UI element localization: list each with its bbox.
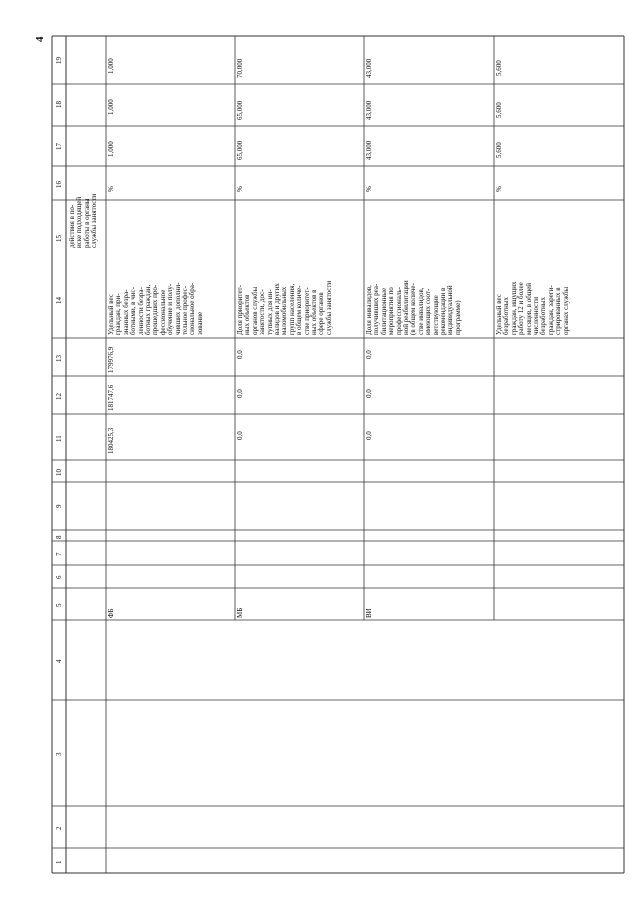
- row4-indicator: Удельный вес безработных граждан, ищущих работу 12 и более месяцев, в общей численности безработных граждан, зареги- стрированных в органах службы: [495, 281, 570, 335]
- row2-col11-value: 0,0: [236, 431, 244, 440]
- header-col-3: 3: [55, 752, 63, 756]
- row4-col17-value: 5,600: [495, 142, 503, 158]
- header-col-18: 18: [55, 101, 63, 108]
- row4-col19-value: 5,600: [495, 60, 503, 76]
- row1-col18-value: 1,000: [107, 99, 115, 115]
- row3-col17-value: 43,000: [365, 140, 373, 160]
- row1-col13-value: 179976,9: [107, 346, 115, 373]
- row3-col16-unit: %: [365, 186, 373, 192]
- row3-source: ВИ: [365, 608, 373, 618]
- row2-source: МБ: [236, 607, 244, 618]
- row1-col17-value: 1,000: [107, 141, 115, 157]
- row2-col17-value: 65,000: [236, 140, 244, 160]
- header-col-15: 15: [55, 235, 63, 242]
- header-col-2: 2: [55, 826, 63, 830]
- header-col-19: 19: [55, 57, 63, 64]
- row2-col18-value: 65,000: [236, 100, 244, 120]
- header-col-17: 17: [55, 143, 63, 150]
- row2-col12-value: 0,0: [236, 389, 244, 398]
- row2-col19-value: 70,000: [236, 58, 244, 78]
- row2-col16-unit: %: [236, 186, 244, 192]
- header-col-11: 11: [55, 435, 63, 442]
- header-col-8: 8: [55, 535, 63, 539]
- row1-col19-value: 1,000: [107, 58, 115, 74]
- row3-col12-value: 0,0: [365, 389, 373, 398]
- header-col-14: 14: [55, 297, 63, 304]
- header-col-4: 4: [55, 659, 63, 663]
- row3-col13-value: 0,0: [365, 350, 373, 359]
- row2-indicator: Доля приоритет- ных объектов органов службы занятости, дос- тупных для ин- валидов и других маломобильных групп населения, в общем количе- стве приоритет- ных объектов в сфере органов службы занятости: [236, 280, 333, 335]
- header-col-13: 13: [55, 355, 63, 362]
- header-col-1: 1: [55, 860, 63, 864]
- header-col-12: 12: [55, 393, 63, 400]
- row4-col18-value: 5,600: [495, 102, 503, 118]
- page-number: 4: [34, 36, 46, 42]
- header-col-7: 7: [55, 552, 63, 556]
- row1-col11-value: 180425,3: [107, 427, 115, 454]
- row3-col19-value: 43,000: [365, 58, 373, 78]
- header-col-9: 9: [55, 504, 63, 508]
- row3-col11-value: 0,0: [365, 431, 373, 440]
- row1-indicator: Удельный вес граждан, при- знанных безра- ботными, в чис- ленности безра- ботных граждан, прошедших про- фессиональное обучение и полу- чивших дополни- тельное профес- сиональное обра- зование: [107, 282, 204, 335]
- row1-col12-value: 181747,6: [107, 384, 115, 411]
- row4-col16-unit: %: [495, 186, 503, 192]
- row1-source: ФБ: [107, 608, 115, 618]
- header-col-10: 10: [55, 469, 63, 476]
- row2-col13-value: 0,0: [236, 350, 244, 359]
- row3-indicator: Доля инвалидов, получивших реа- билитационные мероприятия по профессиональ- ной реабилитации (в общем количе- стве инвалидов, имеющих соот- ветствующие рекомендации в индивидуальной программе): [365, 280, 462, 335]
- header-col-6: 6: [55, 575, 63, 579]
- row3-col18-value: 43,000: [365, 100, 373, 120]
- prev-row-indicator-tail: действия в по- иске подходящей работы в органы службы занятости: [68, 193, 99, 248]
- header-col-5: 5: [55, 603, 63, 607]
- row1-col16-unit: %: [107, 186, 115, 192]
- header-col-16: 16: [55, 181, 63, 188]
